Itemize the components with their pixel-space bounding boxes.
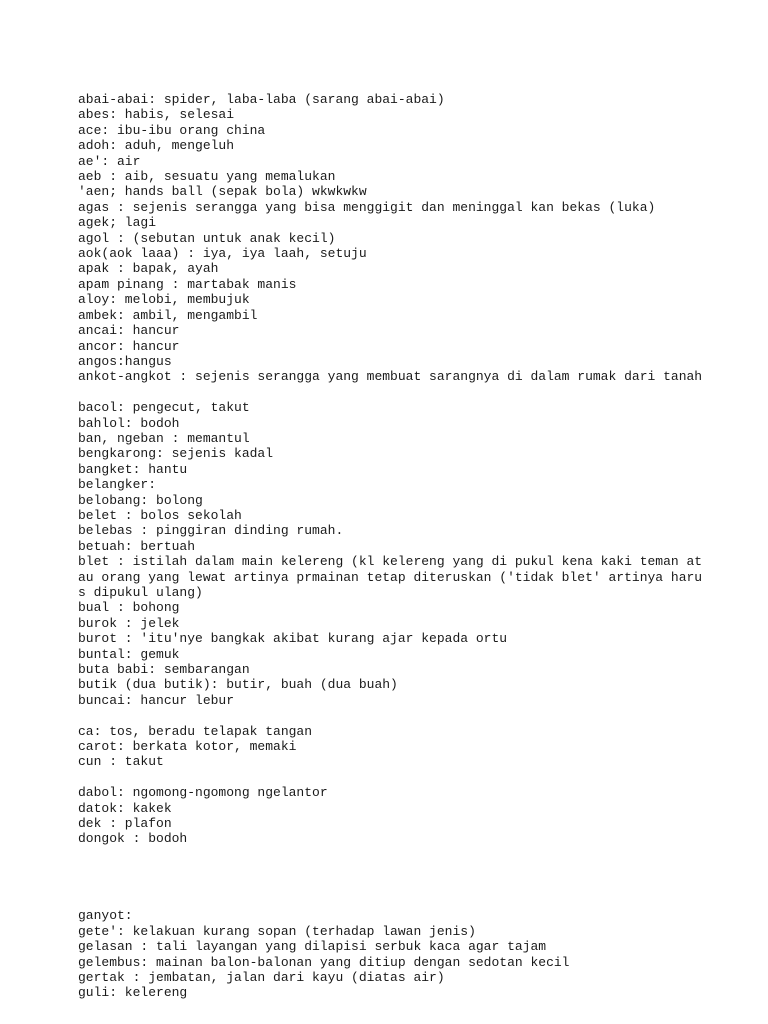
- entry-line: dongok : bodoh: [78, 831, 188, 847]
- section-spacer: [78, 770, 750, 785]
- entry-line: bengkarong: sejenis kadal: [78, 446, 274, 462]
- entry-line: gete': kelakuan kurang sopan (terhadap lawan jenis): [78, 923, 476, 939]
- section-a: [78, 92, 750, 385]
- entry-line: agas : sejenis serangga yang bisa menggigit dan meninggal kan bekas (luka): [78, 199, 656, 215]
- entry-line: bual : bohong: [78, 600, 180, 616]
- section-b: [78, 400, 750, 708]
- entry-line: ace: ibu-ibu orang china: [78, 122, 266, 138]
- entry-line: aok(aok laaa) : iya, iya laah, setuju: [78, 246, 367, 262]
- entry-line: aeb : aib, sesuatu yang memalukan: [78, 169, 336, 185]
- entry-line: dabol: ngomong-ngomong ngelantor: [78, 785, 328, 801]
- entry-line: ancor: hancur: [78, 338, 180, 354]
- section-spacer: [78, 385, 750, 400]
- entry-line: carot: berkata kotor, memaki: [78, 739, 297, 755]
- entry-line: bahlol: bodoh: [78, 415, 180, 431]
- entry-line: belobang: bolong: [78, 492, 203, 508]
- entry-line: guli: kelereng: [78, 985, 188, 1001]
- entry-line: cun : takut: [78, 754, 164, 770]
- entry-line: ambek: ambil, mengambil: [78, 307, 258, 323]
- entry-line: aloy: melobi, membujuk: [78, 292, 250, 308]
- entry-line: dek : plafon: [78, 816, 172, 832]
- entry-line: apak : bapak, ayah: [78, 261, 219, 277]
- entry-line: gelembus: mainan balon-balonan yang ditiup dengan sedotan kecil: [78, 954, 570, 970]
- entry-line: buta babi: sembarangan: [78, 662, 250, 678]
- entry-line: abes: habis, selesai: [78, 107, 235, 123]
- entry-line: ganyot:: [78, 908, 133, 924]
- entry-line: bangket: hantu: [78, 461, 188, 477]
- entry-line: blet : istilah dalam main kelereng (kl kelereng yang di pukul kena kaki teman at: [78, 554, 703, 570]
- entry-line: abai-abai: spider, laba-laba (sarang abai-abai): [78, 92, 445, 107]
- entry-line: angos:hangus: [78, 353, 172, 369]
- entry-line: adoh: aduh, mengeluh: [78, 138, 235, 154]
- section-d: [78, 785, 750, 847]
- entry-line: ankot-angkot : sejenis serangga yang membuat sarangnya di dalam rumak dari tanah: [78, 369, 703, 385]
- entry-line: betuah: bertuah: [78, 538, 196, 554]
- entry-line: ancai: hancur: [78, 323, 180, 339]
- entry-line: burok : jelek: [78, 615, 180, 631]
- entry-line: datok: kakek: [78, 800, 172, 816]
- entry-line: butik (dua butik): butir, buah (dua buah): [78, 677, 398, 693]
- entry-line: 'aen; hands ball (sepak bola) wkwkwkw: [78, 184, 367, 200]
- entry-line: ca: tos, beradu telapak tangan: [78, 723, 313, 739]
- section-g: [78, 908, 750, 1000]
- document-page: [78, 92, 750, 1001]
- entry-line: gelasan : tali layangan yang dilapisi serbuk kaca agar tajam: [78, 939, 547, 955]
- entry-line: apam pinang : martabak manis: [78, 276, 297, 292]
- entry-line: bacol: pengecut, takut: [78, 400, 250, 416]
- entry-line: s dipukul ulang): [78, 584, 203, 600]
- entry-line: ae': air: [78, 153, 141, 169]
- entry-line: belangker:: [78, 477, 157, 493]
- entry-line: burot : 'itu'nye bangkak akibat kurang ajar kepada ortu: [78, 631, 508, 647]
- entry-line: belebas : pinggiran dinding rumah.: [78, 523, 344, 539]
- entry-line: buncai: hancur lebur: [78, 692, 235, 708]
- section-spacer: [78, 847, 750, 909]
- entry-line: gertak : jembatan, jalan dari kayu (diatas air): [78, 970, 445, 986]
- entry-line: au orang yang lewat artinya prmainan tetap diteruskan ('tidak blet' artinya haru: [78, 569, 703, 585]
- entry-line: belet : bolos sekolah: [78, 507, 242, 523]
- entry-line: agek; lagi: [78, 215, 157, 231]
- section-spacer: [78, 708, 750, 723]
- entry-line: ban, ngeban : memantul: [78, 430, 250, 446]
- section-c: [78, 724, 750, 770]
- entry-line: buntal: gemuk: [78, 646, 180, 662]
- entry-line: agol : (sebutan untuk anak kecil): [78, 230, 336, 246]
